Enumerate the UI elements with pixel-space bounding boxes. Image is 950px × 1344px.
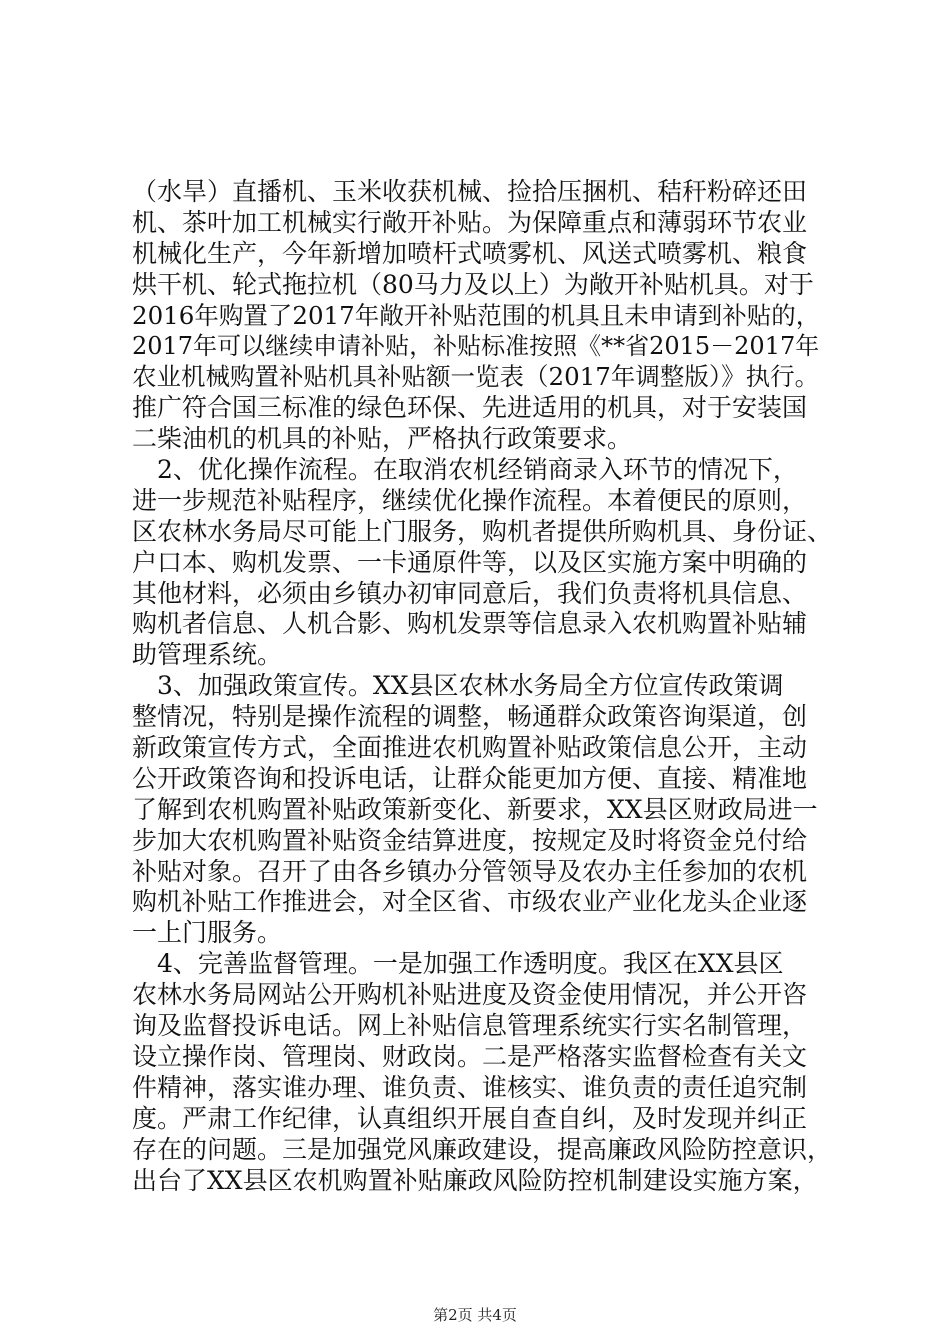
text-line: 公开政策咨询和投诉电话，让群众能更加方便、直接、精准地 (132, 763, 808, 793)
text-line: 购机者信息、人机合影、购机发票等信息录入农机购置补贴辅 (132, 609, 808, 639)
text-line: 农林水务局网站公开购机补贴进度及资金使用情况，并公开咨 (132, 980, 808, 1010)
text-line: 出台了XX县区农机购置补贴廉政风险防控机制建设实施方案， (132, 1165, 818, 1195)
text-line: 户口本、购机发票、一卡通原件等，以及区实施方案中明确的 (132, 547, 808, 577)
body-text (132, 177, 832, 1196)
text-line: 一上门服务。 (132, 918, 283, 948)
text-line: 区农林水务局尽可能上门服务，购机者提供所购机具、身份证、 (132, 516, 833, 546)
text-line: 补贴对象。召开了由各乡镇办分管领导及农办主任参加的农机 (132, 856, 808, 886)
text-line: 3、加强政策宣传。XX县区农林水务局全方位宣传政策调 (132, 671, 784, 701)
text-line: 购机补贴工作推进会，对全区省、市级农业产业化龙头企业逐 (132, 887, 808, 917)
text-line: 步加大农机购置补贴资金结算进度，按规定及时将资金兑付给 (132, 825, 808, 855)
text-line: （水旱）直播机、玉米收获机械、捡拾压捆机、秸秆粉碎还田 (132, 177, 808, 206)
text-line: 机械化生产，今年新增加喷杆式喷雾机、风送式喷雾机、粮食 (132, 238, 808, 268)
text-line: 新政策宣传方式，全面推进农机购置补贴政策信息公开，主动 (132, 733, 808, 763)
text-line: 农业机械购置补贴机具补贴额一览表（2017年调整版）》执行。 (132, 362, 820, 392)
text-line: 存在的问题。三是加强党风廉政建设，提高廉政风险防控意识， (132, 1134, 833, 1164)
text-line: 烘干机、轮式拖拉机（80马力及以上）为敞开补贴机具。对于 (132, 269, 814, 299)
text-line: 了解到农机购置补贴政策新变化、新要求，XX县区财政局进一 (132, 794, 818, 824)
text-line: 2017年可以继续申请补贴，补贴标准按照《**省2015－2017年 (132, 332, 820, 361)
page-footer: 第2页 共4页 (433, 1306, 517, 1324)
text-line: 件精神，落实谁办理、谁负责、谁核实、谁负责的责任追究制 (132, 1072, 808, 1102)
text-line: 2、优化操作流程。在取消农机经销商录入环节的情况下， (132, 455, 798, 485)
text-line: 4、完善监督管理。一是加强工作透明度。我区在XX县区 (132, 949, 784, 979)
text-line: 度。严肃工作纪律，认真组织开展自查自纠，及时发现并纠正 (132, 1103, 808, 1133)
text-line: 设立操作岗、管理岗、财政岗。二是严格落实监督检查有关文 (132, 1041, 808, 1071)
text-line: 其他材料，必须由乡镇办初审同意后，我们负责将机具信息、 (132, 578, 808, 608)
text-line: 2016年购置了2017年敞开补贴范围的机具且未申请到补贴的， (132, 300, 821, 330)
text-line: 推广符合国三标准的绿色环保、先进适用的机具，对于安装国 (132, 393, 808, 423)
text-line: 进一步规范补贴程序，继续优化操作流程。本着便民的原则， (132, 485, 808, 515)
text-line: 询及监督投诉电话。网上补贴信息管理系统实行实名制管理， (132, 1011, 808, 1041)
text-line: 二柴油机的机具的补贴，严格执行政策要求。 (132, 424, 633, 454)
text-line: 整情况，特别是操作流程的调整，畅通群众政策咨询渠道，创 (132, 702, 808, 732)
text-line: 助管理系统。 (132, 640, 283, 670)
text-line: 机、茶叶加工机械实行敞开补贴。为保障重点和薄弱环节农业 (132, 207, 808, 237)
